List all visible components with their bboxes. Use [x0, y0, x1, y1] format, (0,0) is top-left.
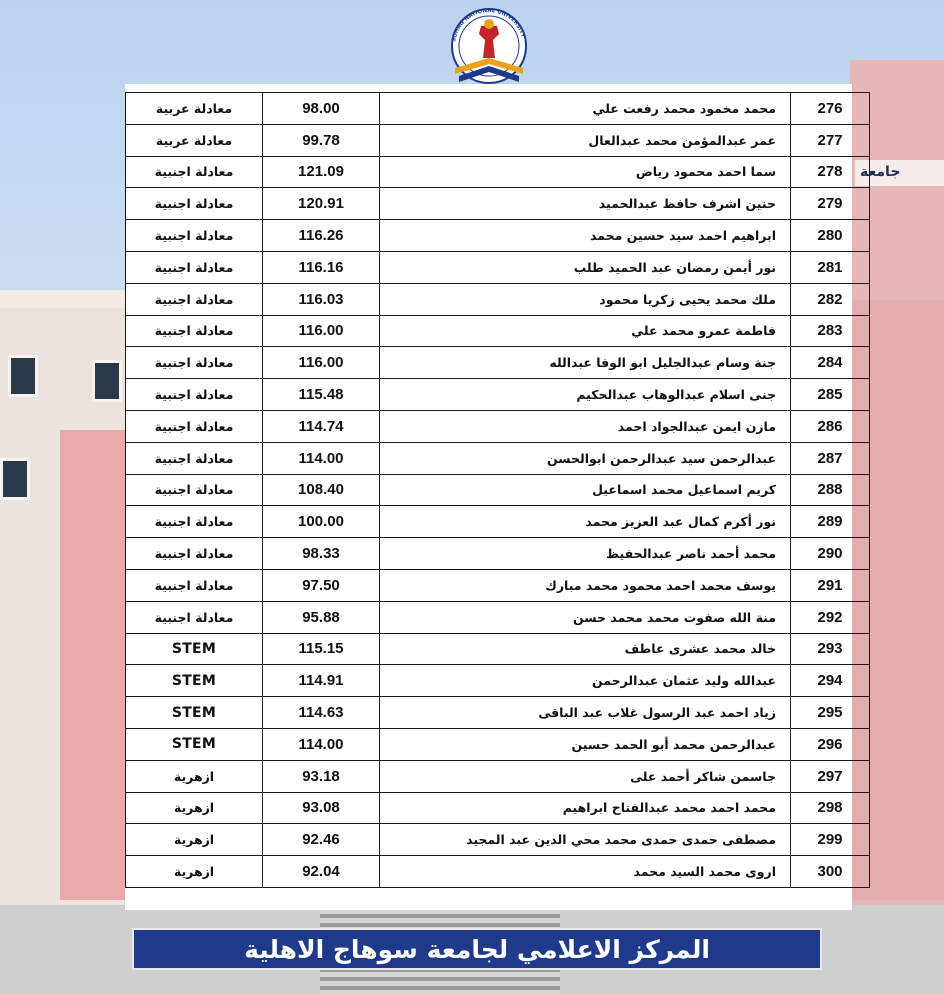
- table-row: [126, 93, 870, 125]
- cell-certificate-type: معادلة اجنبية: [126, 315, 263, 347]
- cell-score: 98.33: [263, 538, 380, 570]
- cell-score: 92.46: [263, 824, 380, 856]
- cell-score: 115.15: [263, 633, 380, 665]
- building-left-roof: [0, 290, 130, 308]
- cell-score: 108.40: [263, 474, 380, 506]
- cell-student-name: جنى اسلام عبدالوهاب عبدالحكيم: [380, 379, 791, 411]
- cell-certificate-type: ازهرية: [126, 824, 263, 856]
- building-left-facade: [60, 430, 130, 900]
- cell-score: 99.78: [263, 124, 380, 156]
- cell-row-number: 299: [791, 824, 870, 856]
- cell-score: 100.00: [263, 506, 380, 538]
- cell-score: 114.00: [263, 728, 380, 760]
- cell-certificate-type: معادلة اجنبية: [126, 283, 263, 315]
- cell-score: 95.88: [263, 601, 380, 633]
- cell-certificate-type: STEM: [126, 633, 263, 665]
- cell-certificate-type: معادلة اجنبية: [126, 379, 263, 411]
- cell-certificate-type: ازهرية: [126, 856, 263, 888]
- banner-text: المركز الاعلامي لجامعة سوهاج الاهلية: [244, 934, 710, 964]
- cell-certificate-type: معادلة اجنبية: [126, 220, 263, 252]
- cell-row-number: 293: [791, 633, 870, 665]
- cell-row-number: 294: [791, 665, 870, 697]
- cell-student-name: زياد احمد عبد الرسول غلاب عبد الباقى: [380, 697, 791, 729]
- cell-student-name: جاسمن شاكر أحمد على: [380, 760, 791, 792]
- cell-student-name: حنين اشرف حافظ عبدالحميد: [380, 188, 791, 220]
- table-row: [126, 760, 870, 792]
- cell-certificate-type: معادلة اجنبية: [126, 538, 263, 570]
- table-row: [126, 506, 870, 538]
- table-row: [126, 379, 870, 411]
- table-row: [126, 220, 870, 252]
- cell-score: 120.91: [263, 188, 380, 220]
- cell-student-name: كريم اسماعيل محمد اسماعيل: [380, 474, 791, 506]
- cell-certificate-type: معادلة اجنبية: [126, 410, 263, 442]
- cell-certificate-type: STEM: [126, 665, 263, 697]
- cell-row-number: 297: [791, 760, 870, 792]
- cell-score: 92.04: [263, 856, 380, 888]
- cell-row-number: 291: [791, 569, 870, 601]
- cell-row-number: 279: [791, 188, 870, 220]
- university-logo: [441, 6, 537, 90]
- cell-student-name: اروى محمد السيد محمد: [380, 856, 791, 888]
- cell-score: 121.09: [263, 156, 380, 188]
- cell-score: 93.08: [263, 792, 380, 824]
- cell-student-name: مازن ايمن عبدالجواد احمد: [380, 410, 791, 442]
- table-row: [126, 347, 870, 379]
- table-row: [126, 283, 870, 315]
- cell-student-name: ملك محمد يحيى زكريا محمود: [380, 283, 791, 315]
- table-row: [126, 665, 870, 697]
- cell-score: 115.48: [263, 379, 380, 411]
- building-window: [8, 355, 38, 397]
- logo-ring-text: SOHAG NATIONAL UNIVERSITY: [451, 7, 526, 43]
- table-row: [126, 633, 870, 665]
- cell-student-name: يوسف محمد احمد محمود محمد مبارك: [380, 569, 791, 601]
- cell-score: 116.26: [263, 220, 380, 252]
- cell-score: 116.00: [263, 347, 380, 379]
- cell-student-name: عمر عبدالمؤمن محمد عبدالعال: [380, 124, 791, 156]
- cell-certificate-type: معادلة اجنبية: [126, 442, 263, 474]
- table-row: [126, 538, 870, 570]
- cell-row-number: 277: [791, 124, 870, 156]
- cell-certificate-type: STEM: [126, 697, 263, 729]
- building-sign: جامعة: [860, 164, 901, 180]
- cell-certificate-type: ازهرية: [126, 792, 263, 824]
- cell-certificate-type: معادلة اجنبية: [126, 188, 263, 220]
- cell-student-name: جنة وسام عبدالجليل ابو الوفا عبدالله: [380, 347, 791, 379]
- cell-certificate-type: معادلة اجنبية: [126, 506, 263, 538]
- cell-certificate-type: معادلة اجنبية: [126, 156, 263, 188]
- cell-student-name: خالد محمد عشرى عاطف: [380, 633, 791, 665]
- cell-row-number: 276: [791, 93, 870, 125]
- cell-row-number: 290: [791, 538, 870, 570]
- cell-student-name: نور أيمن رمضان عبد الحميد طلب: [380, 251, 791, 283]
- cell-score: 116.16: [263, 251, 380, 283]
- table-row: [126, 792, 870, 824]
- cell-certificate-type: معادلة اجنبية: [126, 601, 263, 633]
- cell-certificate-type: معادلة اجنبية: [126, 569, 263, 601]
- cell-row-number: 296: [791, 728, 870, 760]
- cell-row-number: 295: [791, 697, 870, 729]
- table-row: [126, 156, 870, 188]
- cell-student-name: فاطمة عمرو محمد علي: [380, 315, 791, 347]
- cell-row-number: 282: [791, 283, 870, 315]
- cell-score: 114.00: [263, 442, 380, 474]
- cell-score: 114.63: [263, 697, 380, 729]
- table-row: [126, 315, 870, 347]
- cell-row-number: 280: [791, 220, 870, 252]
- cell-student-name: عبدالرحمن محمد أبو الحمد حسين: [380, 728, 791, 760]
- cell-student-name: محمد أحمد ناصر عبدالحفيظ: [380, 538, 791, 570]
- results-table-card: [125, 84, 852, 910]
- table-row: [126, 856, 870, 888]
- table-row: [126, 251, 870, 283]
- cell-certificate-type: معادلة عربية: [126, 93, 263, 125]
- table-row: [126, 728, 870, 760]
- cell-score: 116.03: [263, 283, 380, 315]
- cell-row-number: 283: [791, 315, 870, 347]
- cell-row-number: 292: [791, 601, 870, 633]
- cell-score: 93.18: [263, 760, 380, 792]
- cell-row-number: 287: [791, 442, 870, 474]
- table-row: [126, 442, 870, 474]
- cell-student-name: سما احمد محمود رياض: [380, 156, 791, 188]
- cell-score: 116.00: [263, 315, 380, 347]
- cell-row-number: 284: [791, 347, 870, 379]
- cell-student-name: عبدالرحمن سيد عبدالرحمن ابوالحسن: [380, 442, 791, 474]
- building-window: [0, 458, 30, 500]
- cell-row-number: 286: [791, 410, 870, 442]
- cell-score: 114.74: [263, 410, 380, 442]
- cell-student-name: محمد احمد محمد عبدالفتاح ابراهيم: [380, 792, 791, 824]
- results-table: [125, 92, 870, 888]
- cell-student-name: نور أكرم كمال عبد العزيز محمد: [380, 506, 791, 538]
- building-window: [92, 360, 122, 402]
- cell-row-number: 281: [791, 251, 870, 283]
- cell-row-number: 298: [791, 792, 870, 824]
- table-row: [126, 410, 870, 442]
- cell-row-number: 288: [791, 474, 870, 506]
- cell-student-name: محمد مخمود محمد رفعت علي: [380, 93, 791, 125]
- cell-certificate-type: معادلة اجنبية: [126, 347, 263, 379]
- media-center-banner: [132, 928, 822, 970]
- cell-certificate-type: ازهرية: [126, 760, 263, 792]
- table-row: [126, 601, 870, 633]
- cell-row-number: 289: [791, 506, 870, 538]
- cell-student-name: عبدالله وليد عثمان عبدالرحمن: [380, 665, 791, 697]
- cell-student-name: مصطفى حمدى حمدى محمد محي الدين عبد المجيد: [380, 824, 791, 856]
- table-row: [126, 824, 870, 856]
- table-row: [126, 474, 870, 506]
- cell-certificate-type: STEM: [126, 728, 263, 760]
- cell-row-number: 278: [791, 156, 870, 188]
- cell-score: 114.91: [263, 665, 380, 697]
- cell-certificate-type: معادلة اجنبية: [126, 474, 263, 506]
- table-row: [126, 124, 870, 156]
- table-row: [126, 188, 870, 220]
- table-row: [126, 569, 870, 601]
- cell-score: 98.00: [263, 93, 380, 125]
- cell-row-number: 300: [791, 856, 870, 888]
- cell-row-number: 285: [791, 379, 870, 411]
- cell-student-name: منة الله صفوت محمد محمد حسن: [380, 601, 791, 633]
- cell-student-name: ابراهيم احمد سيد حسين محمد: [380, 220, 791, 252]
- cell-certificate-type: معادلة عربية: [126, 124, 263, 156]
- cell-score: 97.50: [263, 569, 380, 601]
- cell-certificate-type: معادلة اجنبية: [126, 251, 263, 283]
- table-row: [126, 697, 870, 729]
